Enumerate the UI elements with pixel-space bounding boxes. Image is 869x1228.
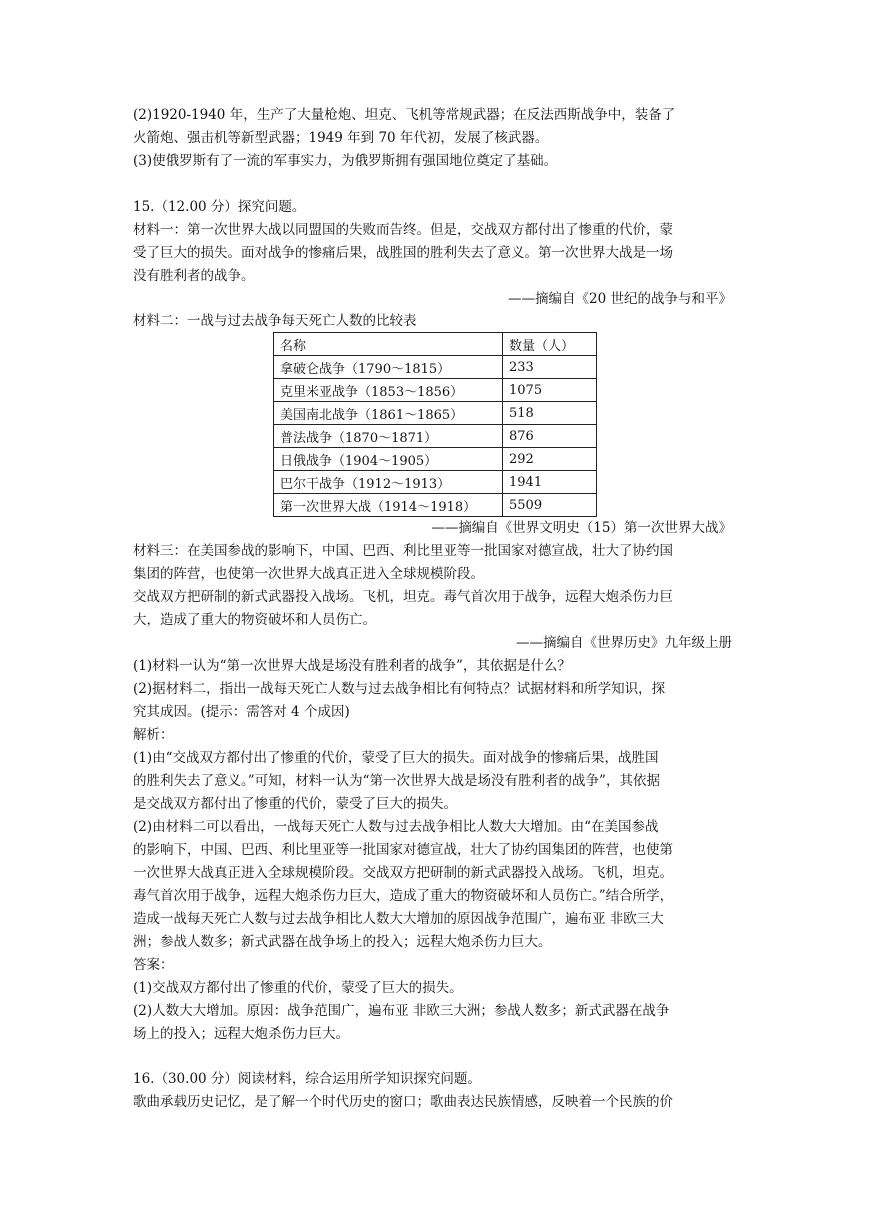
table-row xyxy=(274,402,597,425)
death-comparison-table xyxy=(273,332,597,517)
answer1: (1)交战双方都付出了惨重的代价，蒙受了巨大的损失。 xyxy=(133,980,463,996)
q16-title: 16.（30.00 分）阅读材料，综合运用所学知识探究问题。 xyxy=(133,1071,481,1087)
q15-material3-line1: 材料三：在美国参战的影响下，中国、巴西、利比里亚等一批国家对德宣战，壮大了协约国 xyxy=(133,543,673,559)
q15-material1-line1: 材料一：第一次世界大战以同盟国的失败而告终。但是，交战双方都付出了惨重的代价，蒙 xyxy=(133,222,673,238)
death-count-cell: 876 xyxy=(503,425,597,448)
table-header-row xyxy=(274,333,597,356)
q15-material2-source: ——摘编自《世界文明史（15）第一次世界大战》 xyxy=(431,520,732,536)
war-name-cell: 普法战争（1870～1871） xyxy=(274,425,503,448)
analysis-label: 解析： xyxy=(133,727,174,743)
war-name-cell: 克里米亚战争（1853～1856） xyxy=(274,379,503,402)
analysis2-line5: 造成一战每天死亡人数与过去战争相比人数大大增加的原因战争范围广，遍布亚 非欧三大 xyxy=(133,911,664,927)
q15-question2-line2: 究其成因。(提示：需答对 4 个成因) xyxy=(133,704,350,720)
q15-material1-source: ——摘编自《20 世纪的战争与和平》 xyxy=(508,291,732,307)
death-count-cell: 1075 xyxy=(503,379,597,402)
table-header-name: 名称 xyxy=(274,333,503,356)
q15-material3-line2: 集团的阵营，也使第一次世界大战真正进入全球规模阶段。 xyxy=(133,566,484,582)
analysis2-line6: 洲；参战人数多；新式武器在战争场上的投入；远程大炮杀伤力巨大。 xyxy=(133,934,552,950)
analysis1-line1: (1)由“交战双方都付出了惨重的代价，蒙受了巨大的损失。面对战争的惨痛后果，战胜国 xyxy=(133,750,659,766)
analysis2-line1: (2)由材料二可以看出，一战每天死亡人数与过去战争相比人数大大增加。由“在美国参战 xyxy=(133,819,659,835)
death-count-cell: 5509 xyxy=(503,494,597,517)
war-name-cell: 日俄战争（1904～1905） xyxy=(274,448,503,471)
war-name-cell: 巴尔干战争（1912～1913） xyxy=(274,471,503,494)
prev-answer-2-line2: 火箭炮、强击机等新型武器；1949 年到 70 年代初，发展了核武器。 xyxy=(133,130,549,146)
death-count-cell: 518 xyxy=(503,402,597,425)
war-name-cell: 美国南北战争（1861～1865） xyxy=(274,402,503,425)
answer2-line1: (2)人数大大增加。原因：战争范围广，遍布亚 非欧三大洲；参战人数多；新式武器在战争 xyxy=(133,1003,670,1019)
q15-material2-title: 材料二：一战与过去战争每天死亡人数的比较表 xyxy=(133,313,417,329)
q16-line1: 歌曲承载历史记忆，是了解一个时代历史的窗口；歌曲表达民族情感，反映着一个民族的价 xyxy=(133,1094,673,1110)
analysis2-line3: 一次世界大战真正进入全球规模阶段。交战双方把研制的新式武器投入战场。飞机，坦克。 xyxy=(133,865,673,881)
death-count-cell: 292 xyxy=(503,448,597,471)
table-row xyxy=(274,356,597,379)
table-row xyxy=(274,494,597,517)
prev-answer-2-line1: (2)1920-1940 年，生产了大量枪炮、坦克、飞机等常规武器；在反法西斯战争中，装备了 xyxy=(133,107,676,123)
analysis1-line2: 的胜利失去了意义。”可知，材料一认为“第一次世界大战是场没有胜利者的战争”，其依据 xyxy=(133,773,660,789)
table-header-count: 数量（人） xyxy=(503,333,597,356)
table-row xyxy=(274,379,597,402)
war-name-cell: 拿破仑战争（1790～1815） xyxy=(274,356,503,379)
answer2-line2: 场上的投入；远程大炮杀伤力巨大。 xyxy=(133,1026,349,1042)
death-count-cell: 1941 xyxy=(503,471,597,494)
q15-question2-line1: (2)据材料二，指出一战每天死亡人数与过去战争相比有何特点？试据材料和所学知识，探 xyxy=(133,681,666,697)
q15-material3-line3: 交战双方把研制的新式武器投入战场。飞机，坦克。毒气首次用于战争，远程大炮杀伤力巨 xyxy=(133,589,673,605)
q15-material1-line3: 没有胜利者的战争。 xyxy=(133,268,255,284)
analysis2-line4: 毒气首次用于战争，远程大炮杀伤力巨大，造成了重大的物资破坏和人员伤亡。”结合所学， xyxy=(133,888,674,904)
war-name-cell: 第一次世界大战（1914～1918） xyxy=(274,494,503,517)
q15-title: 15.（12.00 分）探究问题。 xyxy=(133,199,306,215)
q15-material3-source: ——摘编自《世界历史》九年级上册 xyxy=(516,635,732,651)
q15-material3-line4: 大，造成了重大的物资破坏和人员伤亡。 xyxy=(133,612,376,628)
death-count-cell: 233 xyxy=(503,356,597,379)
q15-question1: (1)材料一认为“第一次世界大战是场没有胜利者的战争”，其依据是什么？ xyxy=(133,658,571,674)
answer-label: 答案： xyxy=(133,957,174,973)
analysis2-line2: 的影响下，中国、巴西、利比里亚等一批国家对德宣战，壮大了协约国集团的阵营，也使第 xyxy=(133,842,673,858)
q15-material1-line2: 受了巨大的损失。面对战争的惨痛后果，战胜国的胜利失去了意义。第一次世界大战是一场 xyxy=(133,245,673,261)
table-row xyxy=(274,448,597,471)
analysis1-line3: 是交战双方都付出了惨重的代价，蒙受了巨大的损失。 xyxy=(133,796,457,812)
table-row xyxy=(274,471,597,494)
table-row xyxy=(274,425,597,448)
prev-answer-3: (3)使俄罗斯有了一流的军事实力，为俄罗斯拥有强国地位奠定了基础。 xyxy=(133,153,558,169)
